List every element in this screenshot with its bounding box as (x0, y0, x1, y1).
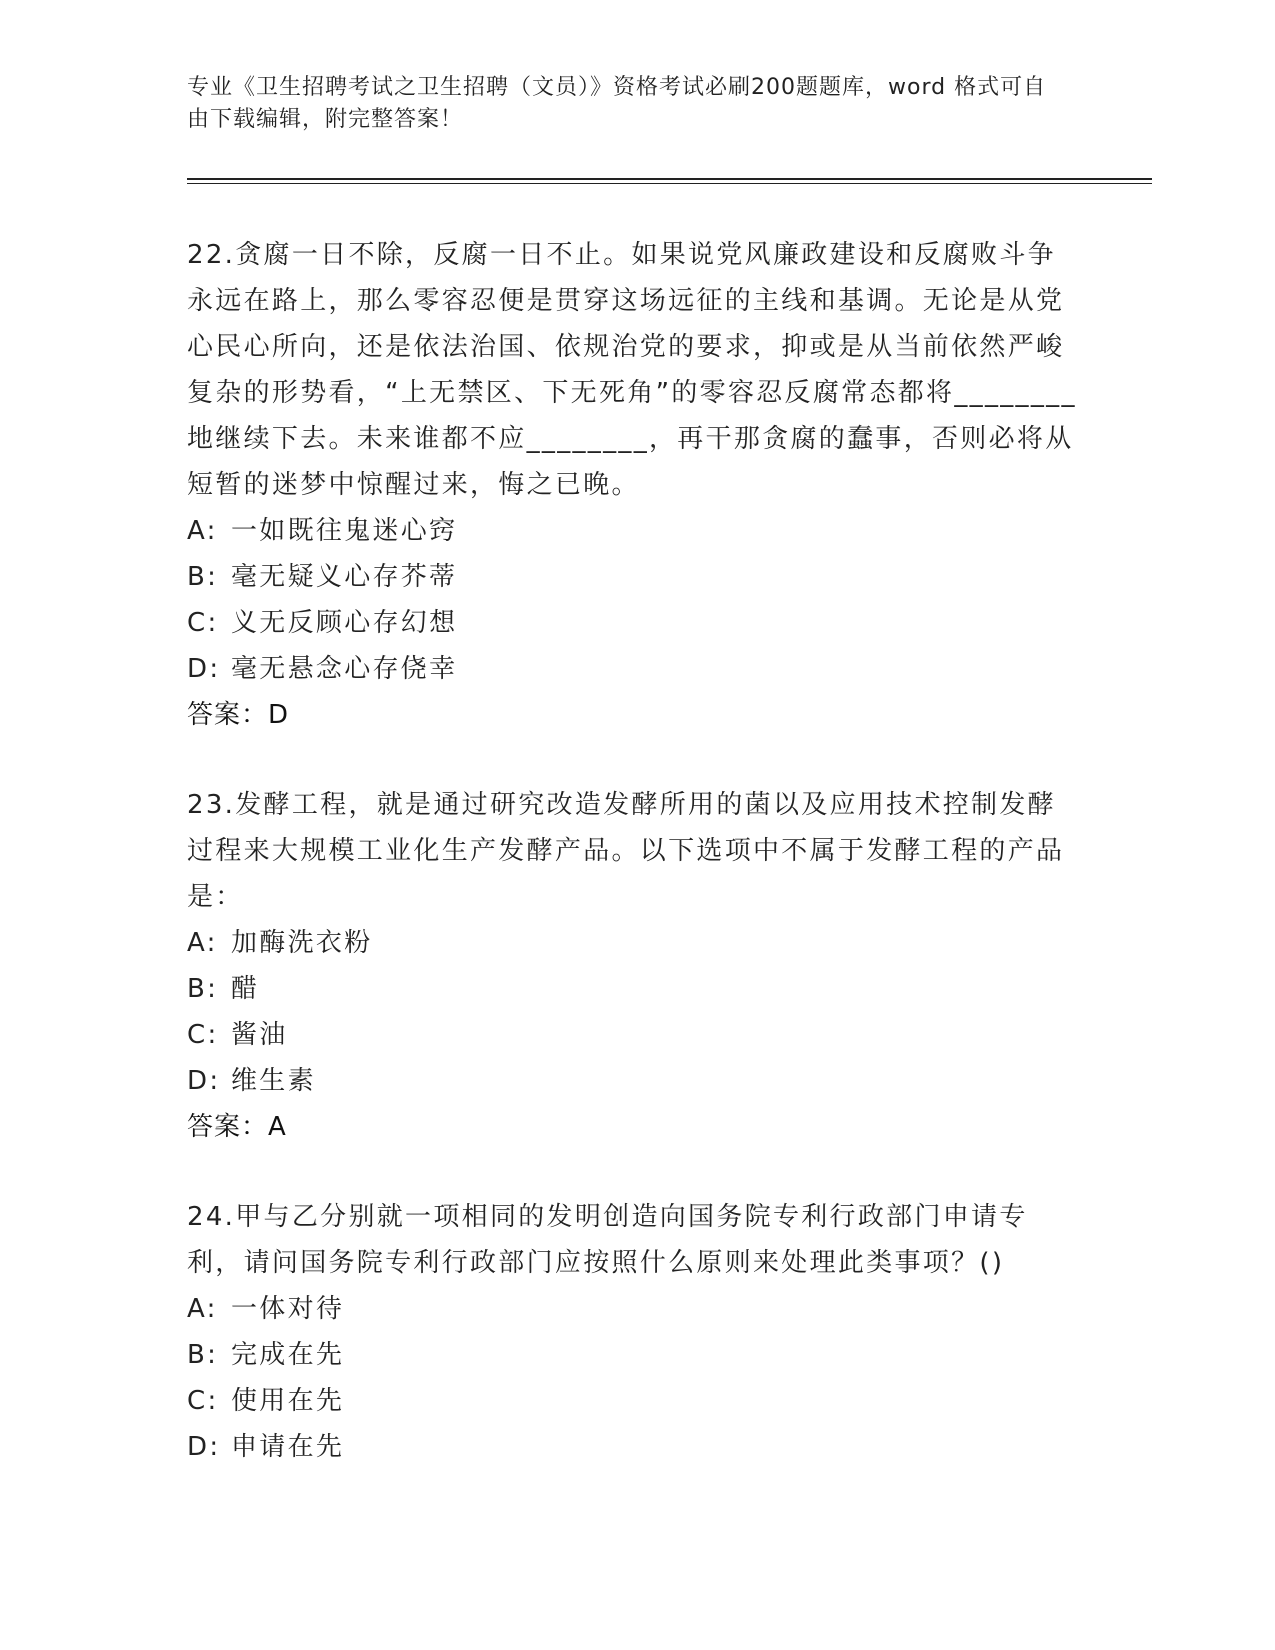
question-23 (187, 782, 1077, 1150)
option-key: D: (187, 1066, 221, 1096)
option-key: C: (187, 608, 219, 638)
option-d (187, 1424, 1077, 1470)
option-key: D: (187, 654, 221, 684)
option-key: A: (187, 928, 218, 958)
option-text: 义无反顾心存幻想 (231, 608, 458, 638)
option-text: 申请在先 (231, 1432, 345, 1462)
option-c (187, 1378, 1077, 1424)
question-text: 24.甲与乙分别就一项相同的发明创造向国务院专利行政部门申请专利，请问国务院专利行政部门应按照什么原则来处理此类事项？() (187, 1202, 1028, 1278)
option-key: A: (187, 516, 218, 546)
option-b (187, 1332, 1077, 1378)
option-text: 使用在先 (231, 1386, 345, 1416)
option-b (187, 554, 1077, 600)
option-key: C: (187, 1020, 219, 1050)
option-a (187, 508, 1077, 554)
option-d (187, 1058, 1077, 1104)
header-text: 专业《卫生招聘考试之卫生招聘（文员）》资格考试必刷200题题库，word 格式可自由下载编辑，附完整答案！ (187, 75, 1047, 132)
option-text: 维生素 (231, 1066, 316, 1096)
option-b (187, 966, 1077, 1012)
option-text: 加酶洗衣粉 (231, 928, 373, 958)
option-text: 毫无悬念心存侥幸 (231, 654, 458, 684)
question-text: 22.贪腐一日不除，反腐一日不止。如果说党风廉政建设和反腐败斗争永远在路上，那么零容忍便是贯穿这场远征的主线和基调。无论是从党心民心所向，还是依法治国、依规治党的要求，抑或是从当前依然严峻复杂的形势看，“上无禁区、下无死角”的零容忍反腐常态都将________地继续下去。未来谁都不应________，再干那贪腐的蠢事，否则必将从短暂的迷梦中惊醒过来，悔之已晚。 (187, 240, 1077, 500)
option-key: C: (187, 1386, 219, 1416)
option-text: 一如既往鬼迷心窍 (231, 516, 458, 546)
option-c (187, 600, 1077, 646)
question-22 (187, 232, 1077, 738)
answer-line: 答案：A (187, 1112, 287, 1142)
document-header (187, 72, 1067, 136)
option-a (187, 920, 1077, 966)
option-d (187, 646, 1077, 692)
option-key: D: (187, 1432, 221, 1462)
question-24 (187, 1194, 1077, 1470)
option-key: B: (187, 974, 219, 1004)
option-text: 酱油 (231, 1020, 288, 1050)
option-key: B: (187, 562, 219, 592)
question-text: 23.发酵工程，就是通过研究改造发酵所用的菌以及应用技术控制发酵过程来大规模工业化生产发酵产品。以下选项中不属于发酵工程的产品是： (187, 790, 1065, 912)
option-c (187, 1012, 1077, 1058)
header-divider (187, 178, 1152, 184)
question-list (187, 232, 1077, 1514)
option-text: 一体对待 (231, 1294, 345, 1324)
option-text: 完成在先 (231, 1340, 345, 1370)
option-key: A: (187, 1294, 218, 1324)
answer-line: 答案：D (187, 700, 290, 730)
option-a (187, 1286, 1077, 1332)
option-text: 毫无疑义心存芥蒂 (231, 562, 458, 592)
option-text: 醋 (231, 974, 260, 1004)
option-key: B: (187, 1340, 219, 1370)
